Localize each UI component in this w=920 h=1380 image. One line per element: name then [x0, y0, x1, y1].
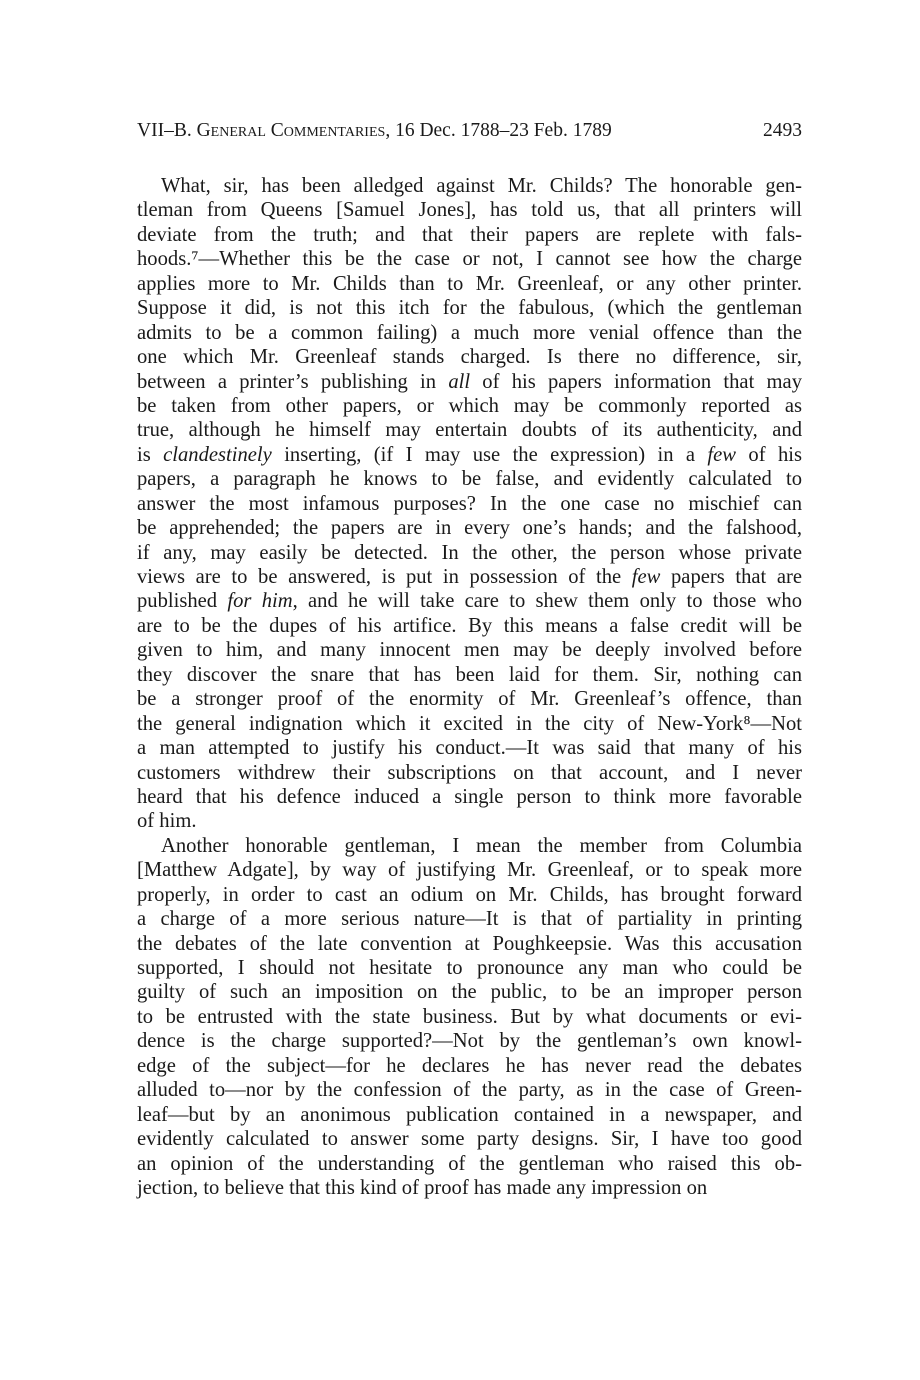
text-line: they discover the snare that has been laid for them. Sir, nothing can [137, 663, 802, 686]
text-line: given to him, and many innocent men may be deeply involved before [137, 639, 802, 662]
running-header [137, 118, 802, 144]
text-line: a man attempted to justify his conduct.—It was said that many of his [137, 737, 802, 760]
text-line: be taken from other papers, or which may be commonly reported as [137, 394, 802, 417]
text-line: be apprehended; the papers are in every one’s hands; and the falshood, [137, 517, 802, 540]
italic-text: clandestinely [163, 443, 272, 466]
text-line: dence is the charge supported?—Not by the gentleman’s own knowl- [137, 1030, 802, 1053]
text-line: answer the most infamous purposes? In the one case no mischief can [137, 492, 802, 515]
document-page [137, 118, 802, 1200]
text-line: of him. [137, 810, 197, 833]
text-line: an opinion of the understanding of the gentleman who raised this ob- [137, 1152, 802, 1175]
text-line: supported, I should not hesitate to pronounce any man who could be [137, 957, 802, 979]
text-line: heard that his defence induced a single person to think more favorable [137, 785, 802, 808]
text-line: [Matthew Adgate], by way of justifying Mr. Greenleaf, or to speak more [137, 859, 802, 882]
text-line: jection, to believe that this kind of proof has made any impression on [137, 1176, 708, 1199]
text-line: What, sir, has been alledged against Mr. Childs? The honorable gen- [161, 175, 802, 197]
text-line: published for him, and he will take care to shew them only to those who [137, 590, 803, 613]
italic-text: few [707, 443, 737, 466]
section-title: General Commentaries [196, 120, 386, 141]
text-line: is clandestinely inserting, (if I may use the expression) in a few of his [137, 443, 803, 466]
text-line: the general indignation which it excited in the city of New-York⁸—Not [137, 712, 802, 735]
italic-text: all [448, 370, 471, 393]
text-line: papers, a paragraph he knows to be false, and evidently calculated to [137, 468, 802, 491]
text-line: edge of the subject—for he declares he has never read the debates [137, 1054, 802, 1077]
text-line: be a stronger proof of the enormity of Mr. Greenleaf’s offence, than [137, 688, 802, 711]
text-line: guilty of such an imposition on the public, to be an improper person [137, 981, 802, 1004]
text-line: one which Mr. Greenleaf stands charged. Is there no difference, sir, [137, 346, 802, 369]
text-line: properly, in order to cast an odium on Mr. Childs, has brought forward [137, 883, 802, 906]
text-line: hoods.⁷—Whether this be the case or not, I cannot see how the charge [137, 248, 802, 271]
text-line: are to be the dupes of his artifice. By this means a false credit will be [137, 614, 802, 637]
italic-text: few [631, 566, 661, 588]
text-line: the debates of the late convention at Poughkeepsie. Was this accusation [137, 932, 802, 955]
text-line: tleman from Queens [Samuel Jones], has told us, that all printers will [137, 199, 802, 222]
text-line: Another honorable gentleman, I mean the member from Columbia [161, 834, 802, 857]
text-line: if any, may easily be detected. In the other, the person whose private [137, 541, 802, 564]
text-line: a charge of a more serious nature—It is that of partiality in printing [137, 908, 802, 931]
running-header-title: VII–B. General Commentaries, 16 Dec. 1788–23 Feb. 1789 [137, 120, 612, 141]
text-line: Suppose it did, is not this itch for the fabulous, (which the gentleman [137, 297, 802, 320]
text-line: leaf—but by an anonimous publication contained in a newspaper, and [137, 1103, 802, 1126]
text-line: admits to be a common failing) a much more venial offence than the [137, 321, 802, 344]
text-line: alluded to—nor by the confession of the party, as in the case of Green- [137, 1079, 802, 1102]
italic-text: for him [227, 590, 293, 613]
text-line: customers withdrew their subscriptions on that account, and I never [137, 761, 802, 784]
text-line: to be entrusted with the state business. But by what documents or evi- [137, 1005, 802, 1028]
text-line: between a printer’s publishing in all of his papers information that may [137, 370, 802, 393]
text-line: deviate from the truth; and that their papers are replete with fals- [137, 223, 802, 246]
text-line: evidently calculated to answer some party designs. Sir, I have too good [137, 1128, 802, 1151]
text-line: views are to be answered, is put in possession of the few papers that are [137, 566, 802, 588]
text-line: applies more to Mr. Childs than to Mr. Greenleaf, or any other printer. [137, 272, 802, 295]
text-line: true, although he himself may entertain doubts of its authenticity, and [137, 419, 802, 442]
page-number: 2493 [763, 120, 802, 141]
body-text [137, 174, 802, 1200]
